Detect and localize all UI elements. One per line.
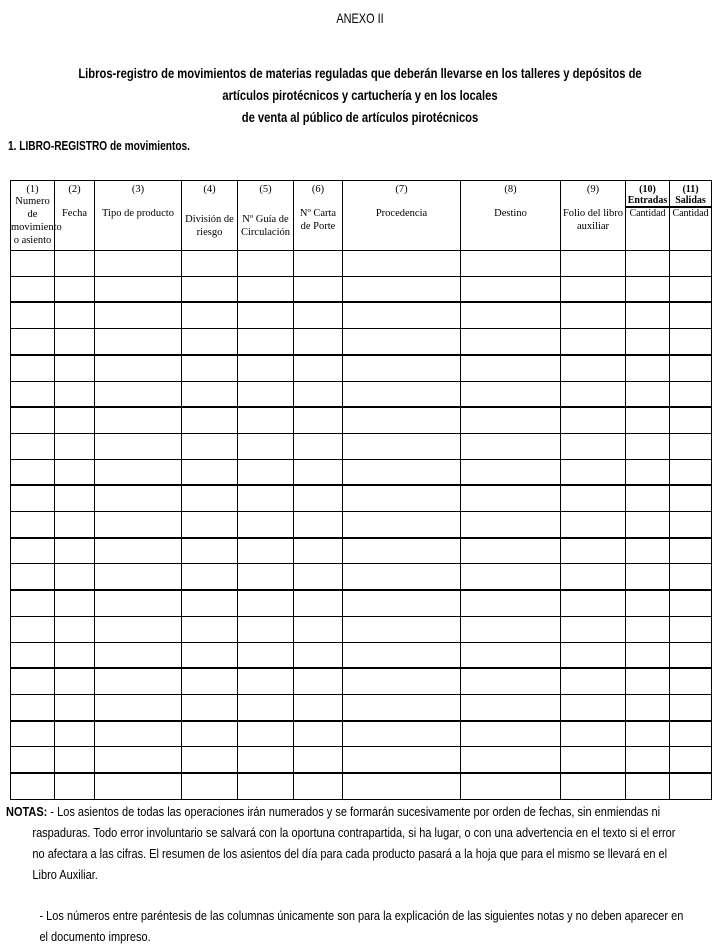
table-row [11,329,712,355]
table-cell [343,459,461,485]
table-cell [55,564,95,590]
table-cell [670,459,712,485]
table-row [11,459,712,485]
table-cell [461,433,561,459]
table-cell [95,381,182,407]
table-cell [55,485,95,511]
col-header-6: (6) Nº Carta de Porte [294,181,343,251]
table-cell [55,355,95,381]
table-cell [55,694,95,720]
table-cell [55,668,95,694]
table-cell [182,485,238,511]
table-cell [182,433,238,459]
table-row [11,485,712,511]
table-cell [55,407,95,433]
table-cell [294,538,343,564]
table-cell [670,276,712,302]
header-row [11,181,712,208]
table-cell [294,564,343,590]
table-cell [238,694,294,720]
table-cell [561,642,626,668]
table-cell [626,538,670,564]
table-cell [238,329,294,355]
table-row [11,773,712,799]
table-cell [11,276,55,302]
table-cell [294,694,343,720]
col-header-7: (7) Procedencia [343,181,461,251]
col-11-quantity-label: Cantidad [670,207,712,250]
table-cell [670,721,712,747]
table-cell [11,694,55,720]
table-cell [461,747,561,773]
table-row [11,381,712,407]
table-cell [182,381,238,407]
table-cell [55,459,95,485]
table-cell [561,433,626,459]
notes-label: NOTAS: [6,805,48,819]
table-cell [670,512,712,538]
table-row [11,302,712,328]
table-cell [182,355,238,381]
table-cell [95,773,182,799]
table-cell [626,668,670,694]
table-cell [561,302,626,328]
table-cell [11,747,55,773]
table-cell [294,485,343,511]
table-cell [670,773,712,799]
table-cell [238,721,294,747]
table-cell [343,302,461,328]
table-cell [238,773,294,799]
table-cell [343,433,461,459]
table-cell [343,485,461,511]
col-header-10: (10) Entradas [626,181,670,208]
col-header-4: (4) División de riesgo [182,181,238,251]
table-cell [626,251,670,277]
table-cell [182,694,238,720]
table-cell [561,485,626,511]
col-header-9: (9) Folio del libro auxiliar [561,181,626,251]
table-cell [626,302,670,328]
table-cell [343,773,461,799]
table-cell [55,773,95,799]
table-cell [670,485,712,511]
table-cell [294,721,343,747]
table-cell [561,590,626,616]
table-cell [561,355,626,381]
table-cell [182,459,238,485]
table-cell [626,721,670,747]
heading-line-2: de venta al público de artículos pirotécnicos [241,109,479,125]
table-cell [561,773,626,799]
table-cell [55,512,95,538]
table-cell [561,721,626,747]
table-cell [11,642,55,668]
table-cell [238,302,294,328]
table-row [11,251,712,277]
table-cell [670,616,712,642]
table-cell [461,590,561,616]
table-cell [238,485,294,511]
table-cell [11,512,55,538]
table-cell [294,459,343,485]
table-cell [670,355,712,381]
register-rows [11,251,712,800]
table-cell [343,642,461,668]
table-cell [182,590,238,616]
table-cell [670,747,712,773]
table-cell [343,747,461,773]
table-cell [670,381,712,407]
table-cell [294,642,343,668]
table-cell [182,747,238,773]
table-row [11,616,712,642]
table-cell [294,512,343,538]
table-cell [626,512,670,538]
table-cell [238,355,294,381]
table-cell [55,276,95,302]
table-cell [238,616,294,642]
table-cell [182,721,238,747]
register-table [10,180,712,800]
table-cell [561,381,626,407]
table-cell [343,694,461,720]
table-row [11,590,712,616]
table-cell [626,433,670,459]
table-cell [626,642,670,668]
table-cell [626,564,670,590]
table-cell [343,512,461,538]
table-row [11,642,712,668]
table-cell [461,694,561,720]
table-cell [11,616,55,642]
table-cell [11,302,55,328]
note-1-text: - Los asientos de todas las operaciones irán numerados y se formarán sucesivamente por orden de fechas, sin enmiendas ni raspaduras. Todo error involuntario se salvará con la oportuna contrapartida, si ha lugar, o con una advertencia en el texto si el error no afectara a las cifras. El resumen de los asientos del día para cada producto pasará a la hoja que para el mismo se llevará en el Libro Auxiliar. [32,805,676,882]
table-cell [343,276,461,302]
table-cell [182,512,238,538]
table-cell [626,590,670,616]
table-cell [561,512,626,538]
table-cell [95,485,182,511]
table-cell [238,538,294,564]
table-cell [670,407,712,433]
table-cell [670,668,712,694]
table-cell [11,381,55,407]
table-cell [461,302,561,328]
table-cell [294,590,343,616]
table-cell [11,721,55,747]
table-cell [11,590,55,616]
table-row [11,564,712,590]
table-cell [294,251,343,277]
table-cell [626,276,670,302]
table-cell [238,642,294,668]
table-cell [95,355,182,381]
table-cell [182,302,238,328]
table-cell [95,512,182,538]
table-row [11,538,712,564]
table-cell [95,302,182,328]
table-cell [294,407,343,433]
table-cell [461,616,561,642]
table-cell [95,459,182,485]
table-cell [11,251,55,277]
table-cell [294,773,343,799]
table-cell [95,616,182,642]
table-cell [238,381,294,407]
table-cell [95,642,182,668]
table-cell [95,694,182,720]
table-row [11,512,712,538]
table-cell [461,538,561,564]
table-cell [461,329,561,355]
table-cell [55,381,95,407]
table-cell [670,302,712,328]
table-cell [343,564,461,590]
table-row [11,407,712,433]
table-cell [95,721,182,747]
table-cell [11,355,55,381]
table-cell [182,642,238,668]
table-cell [294,747,343,773]
note-1 [6,802,684,886]
table-cell [294,302,343,328]
table-cell [294,433,343,459]
table-cell [561,747,626,773]
table-cell [670,590,712,616]
table-cell [626,329,670,355]
table-cell [55,433,95,459]
table-cell [55,590,95,616]
table-cell [294,668,343,694]
table-cell [95,251,182,277]
table-cell [238,251,294,277]
col-header-11: (11) Salidas [670,181,712,208]
table-cell [461,642,561,668]
table-cell [182,251,238,277]
table-row [11,747,712,773]
table-cell [182,773,238,799]
table-row [11,433,712,459]
table-cell [343,721,461,747]
table-cell [11,668,55,694]
table-cell [238,433,294,459]
table-row [11,668,712,694]
table-cell [238,276,294,302]
table-row [11,694,712,720]
col-10-quantity-label: Cantidad [626,207,670,250]
table-cell [238,668,294,694]
table-cell [670,251,712,277]
table-cell [561,459,626,485]
col-header-5: (5) Nº Guía de Circulación [238,181,294,251]
table-cell [461,407,561,433]
table-cell [294,381,343,407]
table-cell [626,773,670,799]
table-cell [55,747,95,773]
table-cell [55,251,95,277]
table-cell [461,485,561,511]
table-cell [11,773,55,799]
table-cell [238,564,294,590]
table-cell [182,538,238,564]
table-cell [461,512,561,538]
table-cell [670,538,712,564]
table-cell [561,564,626,590]
table-cell [626,485,670,511]
table-cell [461,381,561,407]
table-cell [561,251,626,277]
table-cell [626,459,670,485]
table-cell [294,276,343,302]
table-cell [561,668,626,694]
table-cell [626,355,670,381]
table-cell [95,590,182,616]
table-row [11,721,712,747]
table-cell [343,590,461,616]
table-cell [55,329,95,355]
table-cell [294,616,343,642]
table-cell [561,538,626,564]
table-cell [561,694,626,720]
table-cell [55,616,95,642]
table-cell [461,721,561,747]
table-cell [626,407,670,433]
table-cell [343,538,461,564]
table-cell [238,459,294,485]
table-cell [561,329,626,355]
table-cell [55,302,95,328]
document-heading [75,62,645,128]
notes-section [6,802,684,948]
table-cell [343,355,461,381]
table-cell [461,773,561,799]
table-cell [343,407,461,433]
table-cell [670,564,712,590]
table-cell [95,407,182,433]
table-cell [238,512,294,538]
annex-title: ANEXO II [336,10,384,26]
table-cell [182,276,238,302]
table-cell [461,276,561,302]
table-cell [343,329,461,355]
table-cell [294,355,343,381]
table-cell [461,355,561,381]
note-2: - Los números entre paréntesis de las columnas únicamente son para la explicación de las siguientes notas y no deben aparecer en el documento impreso. [39,909,684,944]
col-header-8: (8) Destino [461,181,561,251]
table-cell [55,538,95,564]
table-cell [626,694,670,720]
table-cell [561,276,626,302]
table-cell [670,433,712,459]
col-header-1: (1) Numero de movimiento o asiento [11,181,55,251]
table-cell [182,668,238,694]
table-cell [11,538,55,564]
table-cell [561,616,626,642]
table-cell [182,564,238,590]
table-cell [343,668,461,694]
table-row [11,355,712,381]
table-cell [670,694,712,720]
section-title: 1. LIBRO-REGISTRO de movimientos. [8,138,190,153]
table-cell [238,407,294,433]
table-cell [294,329,343,355]
table-cell [95,538,182,564]
table-cell [238,747,294,773]
table-cell [626,616,670,642]
col-header-2: (2) Fecha [55,181,95,251]
table-cell [461,668,561,694]
table-cell [55,642,95,668]
table-cell [95,276,182,302]
table-cell [11,433,55,459]
table-cell [11,329,55,355]
table-cell [11,564,55,590]
table-cell [343,381,461,407]
table-cell [461,564,561,590]
table-cell [238,590,294,616]
table-cell [626,747,670,773]
table-cell [343,616,461,642]
table-cell [670,329,712,355]
table-cell [461,459,561,485]
table-cell [95,564,182,590]
table-cell [561,407,626,433]
table-cell [55,721,95,747]
table-cell [95,747,182,773]
table-cell [626,381,670,407]
table-cell [11,485,55,511]
table-cell [95,329,182,355]
table-cell [182,616,238,642]
table-cell [461,251,561,277]
table-cell [11,407,55,433]
table-cell [670,642,712,668]
col-header-3: (3) Tipo de producto [95,181,182,251]
table-cell [182,407,238,433]
table-cell [95,433,182,459]
heading-line-1: Libros-registro de movimientos de materias reguladas que deberán llevarse en los talleres y depósitos de artículos pirotécnicos y cartuchería y en los locales [78,65,642,103]
table-cell [343,251,461,277]
table-cell [182,329,238,355]
table-cell [95,668,182,694]
table-row [11,276,712,302]
table-cell [11,459,55,485]
